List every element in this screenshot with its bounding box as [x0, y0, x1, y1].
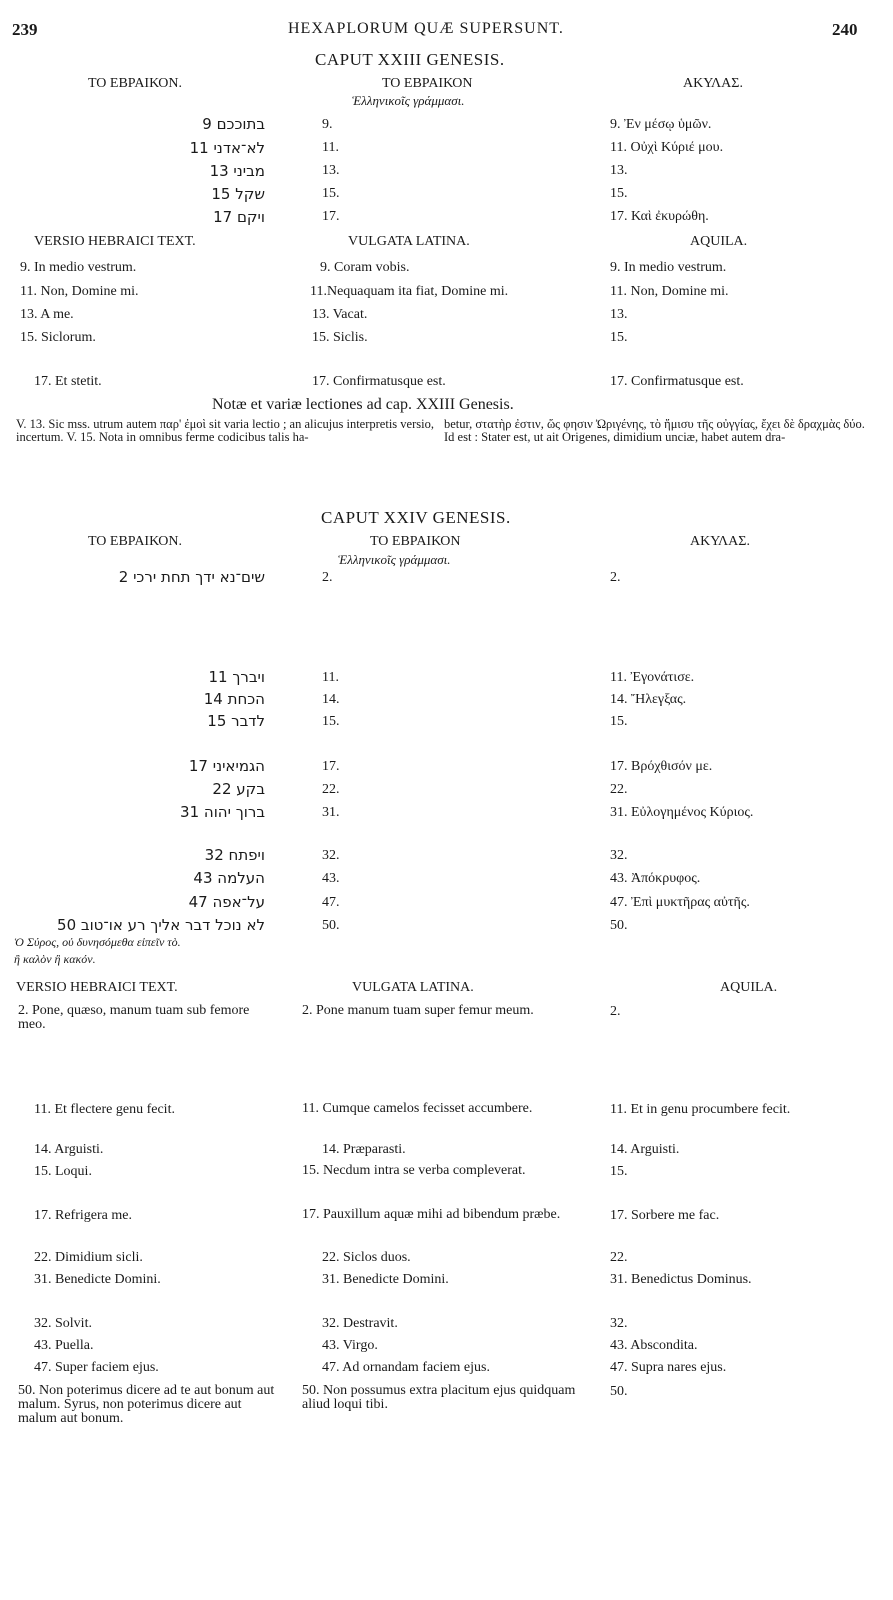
aquila-greek-row: 2.: [610, 570, 621, 585]
verse-number: 43.: [322, 871, 340, 886]
col-greek-letters-header: ΤΟ ΕΒΡΑΙΚΟΝ: [370, 534, 461, 549]
aquila-greek-row: 50.: [610, 918, 628, 933]
verse-number: 13.: [322, 163, 340, 178]
latin-row-c: 11. Et in genu procumbere fecit.: [610, 1102, 791, 1117]
hebrew-row: ויברך 11: [208, 668, 265, 686]
col-hebrew-header: ΤΟ ΕΒΡΑΙΚΟΝ.: [88, 534, 182, 549]
latin-row-b: 14. Præparasti.: [322, 1142, 406, 1157]
verse-number: 17.: [322, 759, 340, 774]
latin-row-a: 15. Loqui.: [34, 1164, 92, 1179]
aquila-greek-row: 17. Καὶ ἐκυρώθη.: [610, 209, 709, 224]
aquila-greek-row: 43. Ἀπόκρυφος.: [610, 871, 701, 886]
verse-number: 22.: [322, 782, 340, 797]
hebrew-row: לא נוכל דבר אליך רע או־טוב 50: [57, 916, 265, 934]
col-greek-letters-subheader: Ἑλληνικοῖς γράμμασι.: [338, 552, 451, 567]
hebrew-row: מביני 13: [209, 162, 265, 180]
hebrew-row: בקע 22: [212, 780, 265, 798]
latin-col-header-version: VERSIO HEBRAICI TEXT.: [34, 234, 196, 249]
aquila-greek-row: 22.: [610, 782, 628, 797]
latin-row-c: 17. Confirmatusque est.: [610, 374, 744, 389]
latin-col-header-vulgata: VULGATA LATINA.: [352, 980, 474, 995]
latin-row-c: 15.: [610, 1164, 628, 1179]
aquila-greek-row: 47. Ἐπὶ μυκτῆρας αὐτῆς.: [610, 895, 750, 910]
hebrew-row: שקל 15: [211, 185, 265, 203]
latin-col-header-version: VERSIO HEBRAICI TEXT.: [16, 980, 178, 995]
latin-row-a: 15. Siclorum.: [20, 330, 96, 345]
caput-23-title: CAPUT XXIII GENESIS.: [315, 50, 505, 69]
latin-row-c: 31. Benedictus Dominus.: [610, 1272, 752, 1287]
aquila-greek-row: 17. Βρόχθισόν με.: [610, 759, 713, 774]
latin-row-b: 31. Benedicte Domini.: [322, 1272, 449, 1287]
latin-row-a: 17. Refrigera me.: [34, 1208, 132, 1223]
latin-row-b: 9. Coram vobis.: [320, 260, 410, 275]
latin-row-a: 22. Dimidium sicli.: [34, 1250, 143, 1265]
latin-row-a: 43. Puella.: [34, 1338, 94, 1353]
aquila-greek-row: 14. Ἤλεγξας.: [610, 692, 687, 707]
verse-number: 17.: [322, 209, 340, 224]
verse-number: 14.: [322, 692, 340, 707]
col-hebrew-header: ΤΟ ΕΒΡΑΙΚΟΝ.: [88, 76, 182, 91]
latin-row-a: 2. Pone, quæso, manum tuam sub femore meo.: [18, 1003, 250, 1032]
verse-number: 47.: [322, 895, 340, 910]
hebrew-row: שים־נא ידך תחת ירכי 2: [118, 568, 265, 586]
latin-row-c: 32.: [610, 1316, 628, 1331]
latin-row-b: 11. Cumque camelos fecisset accumbere.: [302, 1101, 533, 1116]
page-number-right: 240: [832, 20, 858, 39]
latin-row-b: 13. Vacat.: [312, 307, 368, 322]
latin-row-a: 11. Non, Domine mi.: [20, 284, 139, 299]
syrus-greek-line-1: Ὁ Σύρος, οὐ δυνησόμεθα εἰπεῖν τὸ.: [14, 935, 181, 949]
verse-number: 11.: [322, 670, 339, 685]
latin-row-a: 50. Non poterimus dicere ad te aut bonum aut malum. Syrus, non poterimus dicere aut malum aut bonum.: [18, 1383, 275, 1426]
latin-row-b: 32. Destravit.: [322, 1316, 398, 1331]
verse-number: 15.: [322, 714, 340, 729]
caput-24-title: CAPUT XXIV GENESIS.: [321, 508, 511, 527]
hebrew-row: על־אפה 47: [188, 893, 265, 911]
latin-row-c: 11. Non, Domine mi.: [610, 284, 729, 299]
verse-number: 2.: [322, 570, 333, 585]
notes-right-column: betur, στατὴρ ἐστιν, ὥς φησιν Ὠριγένης, τὸ ἥμισυ τῆς οὐγγίας, ἔχει δὲ δραχμὰς δύο. Id est : Stater est, ut ait Origenes, dimidium unciæ, habet autem dra-: [444, 417, 865, 444]
latin-row-c: 47. Supra nares ejus.: [610, 1360, 727, 1375]
latin-row-b: 2. Pone manum tuam super femur meum.: [302, 1003, 534, 1018]
latin-row-a: 31. Benedicte Domini.: [34, 1272, 161, 1287]
notes-left-column: V. 13. Sic mss. utrum autem παρ' ἐμοὶ sit varia lectio ; an alicujus interpretis versio, incertum. V. 15. Nota in omnibus ferme codicibus talis ha-: [16, 417, 434, 444]
hebrew-row: ויפתח 32: [204, 846, 265, 864]
latin-row-a: 47. Super faciem ejus.: [34, 1360, 159, 1375]
syrus-greek-line-2: ἢ καλὸν ἢ κακόν.: [14, 952, 96, 966]
latin-row-c: 50.: [610, 1384, 628, 1399]
latin-row-a: 32. Solvit.: [34, 1316, 92, 1331]
verse-number: 11.: [322, 140, 339, 155]
latin-row-c: 43. Abscondita.: [610, 1338, 698, 1353]
latin-row-a: 11. Et flectere genu fecit.: [34, 1102, 175, 1117]
latin-row-b: 11.Nequaquam ita fiat, Domine mi.: [310, 284, 509, 299]
latin-row-c: 9. In medio vestrum.: [610, 260, 727, 275]
latin-col-header-aquila: AQUILA.: [720, 980, 778, 995]
aquila-greek-row: 11. Ἐγονάτισε.: [610, 670, 695, 685]
hebrew-row: לדבר 15: [207, 712, 265, 730]
latin-row-a: 9. In medio vestrum.: [20, 260, 137, 275]
col-aquila-header: ΑΚΥΛΑΣ.: [690, 534, 750, 549]
latin-row-b: 47. Ad ornandam faciem ejus.: [322, 1360, 490, 1375]
latin-row-c: 17. Sorbere me fac.: [610, 1208, 720, 1223]
latin-row-a: 14. Arguisti.: [34, 1142, 104, 1157]
latin-row-c: 14. Arguisti.: [610, 1142, 680, 1157]
verse-number: 32.: [322, 848, 340, 863]
hebrew-row: ברוך יהוה 31: [180, 803, 265, 821]
page-number-left: 239: [12, 20, 38, 39]
col-aquila-header: ΑΚΥΛΑΣ.: [683, 76, 743, 91]
latin-row-c: 22.: [610, 1250, 628, 1265]
hebrew-row: הגמיאיני 17: [188, 757, 265, 775]
aquila-greek-row: 15.: [610, 714, 628, 729]
latin-row-b: 17. Pauxillum aquæ mihi ad bibendum præbe.: [302, 1207, 561, 1222]
hebrew-row: הכחת 14: [203, 690, 265, 708]
latin-row-b: 43. Virgo.: [322, 1338, 378, 1353]
aquila-greek-row: 31. Εὐλογημένος Κύριος.: [610, 805, 754, 820]
col-greek-letters-subheader: Ἑλληνικοῖς γράμμασι.: [352, 93, 465, 108]
hebrew-row: לא־אדני 11: [189, 139, 265, 157]
latin-row-a: 17. Et stetit.: [34, 374, 102, 389]
latin-row-c: 13.: [610, 307, 628, 322]
notes-title: Notæ et variæ lectiones ad cap. XXIII Genesis.: [212, 396, 514, 413]
latin-row-a: 13. A me.: [20, 307, 74, 322]
aquila-greek-row: 13.: [610, 163, 628, 178]
aquila-greek-row: 11. Οὐχὶ Κύριέ μου.: [610, 140, 724, 155]
hebrew-row: העלמה 43: [193, 869, 265, 887]
latin-row-b: 17. Confirmatusque est.: [312, 374, 446, 389]
latin-row-c: 2.: [610, 1004, 621, 1019]
aquila-greek-row: 9. Ἐν μέσῳ ὑμῶν.: [610, 117, 712, 132]
aquila-greek-row: 32.: [610, 848, 628, 863]
running-title: HEXAPLORUM QUÆ SUPERSUNT.: [288, 20, 564, 37]
col-greek-letters-header: ΤΟ ΕΒΡΑΙΚΟΝ: [382, 76, 473, 91]
latin-col-header-aquila: AQUILA.: [690, 234, 748, 249]
verse-number: 31.: [322, 805, 340, 820]
latin-row-b: 15. Necdum intra se verba compleverat.: [302, 1163, 526, 1178]
latin-row-b: 22. Siclos duos.: [322, 1250, 411, 1265]
verse-number: 15.: [322, 186, 340, 201]
verse-number: 50.: [322, 918, 340, 933]
aquila-greek-row: 15.: [610, 186, 628, 201]
latin-col-header-vulgata: VULGATA LATINA.: [348, 234, 470, 249]
latin-row-c: 15.: [610, 330, 628, 345]
verse-number: 9.: [322, 117, 333, 132]
latin-row-b: 50. Non possumus extra placitum ejus quidquam aliud loqui tibi.: [302, 1383, 576, 1412]
hebrew-row: ויקם 17: [213, 208, 265, 226]
latin-row-b: 15. Siclis.: [312, 330, 368, 345]
hebrew-row: בתוככם 9: [202, 115, 265, 133]
